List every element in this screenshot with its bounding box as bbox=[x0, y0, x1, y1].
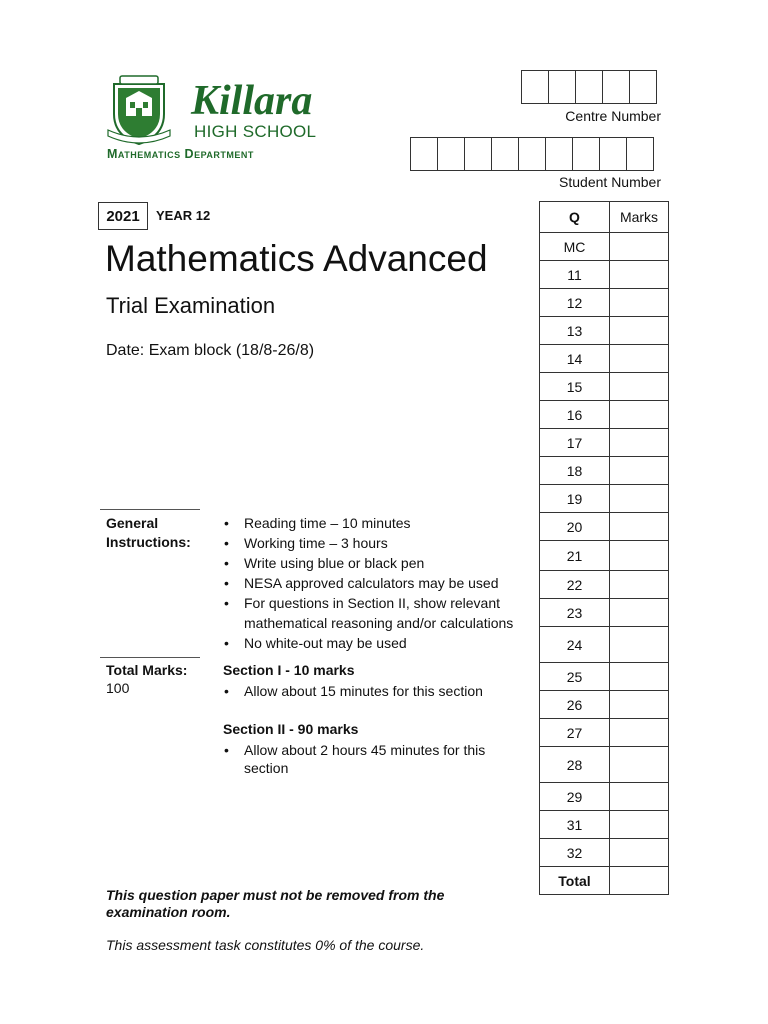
marks-cell[interactable] bbox=[610, 747, 669, 783]
exam-date: Date: Exam block (18/8-26/8) bbox=[106, 342, 315, 359]
section-1-title: Section I - 10 marks bbox=[223, 662, 355, 678]
question-number: 21 bbox=[540, 541, 610, 571]
section-1-list bbox=[222, 682, 532, 700]
divider bbox=[100, 657, 200, 658]
list-item: • For questions in Section II, show relevant mathematical reasoning and/or calculations bbox=[222, 593, 532, 633]
question-number: 27 bbox=[540, 719, 610, 747]
list-item: • Reading time – 10 minutes bbox=[222, 513, 532, 533]
marks-cell[interactable] bbox=[610, 289, 669, 317]
department-name: Mathematics Department bbox=[107, 147, 254, 161]
marks-cell[interactable] bbox=[610, 811, 669, 839]
total-marks-cell[interactable] bbox=[610, 867, 669, 895]
table-row bbox=[540, 261, 669, 289]
student-number-box[interactable] bbox=[626, 137, 654, 171]
divider bbox=[100, 509, 200, 510]
table-row bbox=[540, 783, 669, 811]
question-number: 11 bbox=[540, 261, 610, 289]
question-number: MC bbox=[540, 233, 610, 261]
student-number-box[interactable] bbox=[410, 137, 438, 171]
school-name: Killara bbox=[191, 78, 313, 124]
student-number-box[interactable] bbox=[491, 137, 519, 171]
marks-cell[interactable] bbox=[610, 485, 669, 513]
list-item: • NESA approved calculators may be used bbox=[222, 573, 532, 593]
exam-subtitle: Trial Examination bbox=[106, 293, 276, 318]
marks-cell[interactable] bbox=[610, 719, 669, 747]
list-item: • Working time – 3 hours bbox=[222, 533, 532, 553]
list-item: • No white-out may be used bbox=[222, 633, 532, 653]
total-marks-value: 100 bbox=[106, 680, 130, 696]
student-number-box[interactable] bbox=[599, 137, 627, 171]
table-row bbox=[540, 663, 669, 691]
question-number: 25 bbox=[540, 663, 610, 691]
centre-number-box[interactable] bbox=[629, 70, 657, 104]
student-number-box[interactable] bbox=[518, 137, 546, 171]
marks-cell[interactable] bbox=[610, 541, 669, 571]
crest-icon bbox=[106, 74, 172, 146]
marks-cell[interactable] bbox=[610, 317, 669, 345]
section-2-list bbox=[222, 741, 512, 777]
question-number: 22 bbox=[540, 571, 610, 599]
marks-cell[interactable] bbox=[610, 429, 669, 457]
table-row bbox=[540, 691, 669, 719]
student-number-boxes[interactable] bbox=[411, 137, 654, 171]
marks-cell[interactable] bbox=[610, 261, 669, 289]
centre-number-box[interactable] bbox=[602, 70, 630, 104]
question-number: 19 bbox=[540, 485, 610, 513]
question-number: 32 bbox=[540, 839, 610, 867]
table-row bbox=[540, 811, 669, 839]
table-row bbox=[540, 345, 669, 373]
table-row bbox=[540, 541, 669, 571]
student-number-box[interactable] bbox=[545, 137, 573, 171]
removal-notice: This question paper must not be removed from the examination room. bbox=[106, 887, 445, 920]
marks-cell[interactable] bbox=[610, 457, 669, 485]
marks-cell[interactable] bbox=[610, 513, 669, 541]
table-row bbox=[540, 233, 669, 261]
marks-cell[interactable] bbox=[610, 599, 669, 627]
question-number: 26 bbox=[540, 691, 610, 719]
marks-cell[interactable] bbox=[610, 663, 669, 691]
table-row bbox=[540, 571, 669, 599]
assessment-note: This assessment task constitutes 0% of the course. bbox=[106, 937, 425, 953]
total-marks-label: Total Marks: bbox=[106, 662, 188, 678]
marks-cell[interactable] bbox=[610, 233, 669, 261]
question-number: 14 bbox=[540, 345, 610, 373]
question-number: 20 bbox=[540, 513, 610, 541]
question-number: 28 bbox=[540, 747, 610, 783]
table-row bbox=[540, 289, 669, 317]
student-number-box[interactable] bbox=[464, 137, 492, 171]
marks-cell[interactable] bbox=[610, 839, 669, 867]
marks-cell[interactable] bbox=[610, 373, 669, 401]
question-number: 16 bbox=[540, 401, 610, 429]
table-row bbox=[540, 747, 669, 783]
table-row bbox=[540, 429, 669, 457]
question-number: 31 bbox=[540, 811, 610, 839]
general-instructions-label-line: Instructions: bbox=[106, 534, 191, 550]
table-row bbox=[540, 401, 669, 429]
table-row bbox=[540, 599, 669, 627]
table-row bbox=[540, 457, 669, 485]
general-instructions-list bbox=[222, 513, 532, 653]
marks-cell[interactable] bbox=[610, 627, 669, 663]
centre-number-box[interactable] bbox=[548, 70, 576, 104]
general-instructions-label-line: General bbox=[106, 515, 159, 531]
marks-cell[interactable] bbox=[610, 571, 669, 599]
table-row bbox=[540, 839, 669, 867]
student-number-box[interactable] bbox=[572, 137, 600, 171]
question-number: 13 bbox=[540, 317, 610, 345]
student-number-label: Student Number bbox=[559, 174, 661, 190]
exam-year: 2021 bbox=[98, 202, 148, 230]
centre-number-boxes[interactable] bbox=[522, 70, 657, 104]
table-row bbox=[540, 317, 669, 345]
exam-title: Mathematics Advanced bbox=[105, 238, 488, 279]
list-item: • Allow about 2 hours 45 minutes for this section bbox=[222, 741, 512, 777]
question-number: 24 bbox=[540, 627, 610, 663]
centre-number-box[interactable] bbox=[575, 70, 603, 104]
marks-table-body bbox=[540, 233, 669, 895]
question-number: 29 bbox=[540, 783, 610, 811]
marks-table bbox=[539, 201, 669, 895]
table-row bbox=[540, 513, 669, 541]
table-row bbox=[540, 719, 669, 747]
question-number: 15 bbox=[540, 373, 610, 401]
marks-cell[interactable] bbox=[610, 691, 669, 719]
column-header-marks: Marks bbox=[610, 202, 669, 233]
year-level: YEAR 12 bbox=[156, 208, 211, 223]
column-header-q: Q bbox=[540, 202, 610, 233]
question-number: 12 bbox=[540, 289, 610, 317]
marks-cell[interactable] bbox=[610, 783, 669, 811]
centre-number-box[interactable] bbox=[521, 70, 549, 104]
school-subtitle: HIGH SCHOOL bbox=[194, 122, 317, 141]
list-item: • Write using blue or black pen bbox=[222, 553, 532, 573]
table-row bbox=[540, 373, 669, 401]
table-row bbox=[540, 627, 669, 663]
general-instructions-label bbox=[106, 514, 191, 552]
student-number-box[interactable] bbox=[437, 137, 465, 171]
total-label: Total bbox=[540, 867, 610, 895]
question-number: 17 bbox=[540, 429, 610, 457]
list-item: • Allow about 15 minutes for this section bbox=[222, 682, 532, 700]
marks-cell[interactable] bbox=[610, 401, 669, 429]
table-row-total bbox=[540, 867, 669, 895]
marks-cell[interactable] bbox=[610, 345, 669, 373]
centre-number-label: Centre Number bbox=[565, 108, 661, 124]
table-row bbox=[540, 485, 669, 513]
section-2-title: Section II - 90 marks bbox=[223, 721, 359, 737]
question-number: 23 bbox=[540, 599, 610, 627]
question-number: 18 bbox=[540, 457, 610, 485]
